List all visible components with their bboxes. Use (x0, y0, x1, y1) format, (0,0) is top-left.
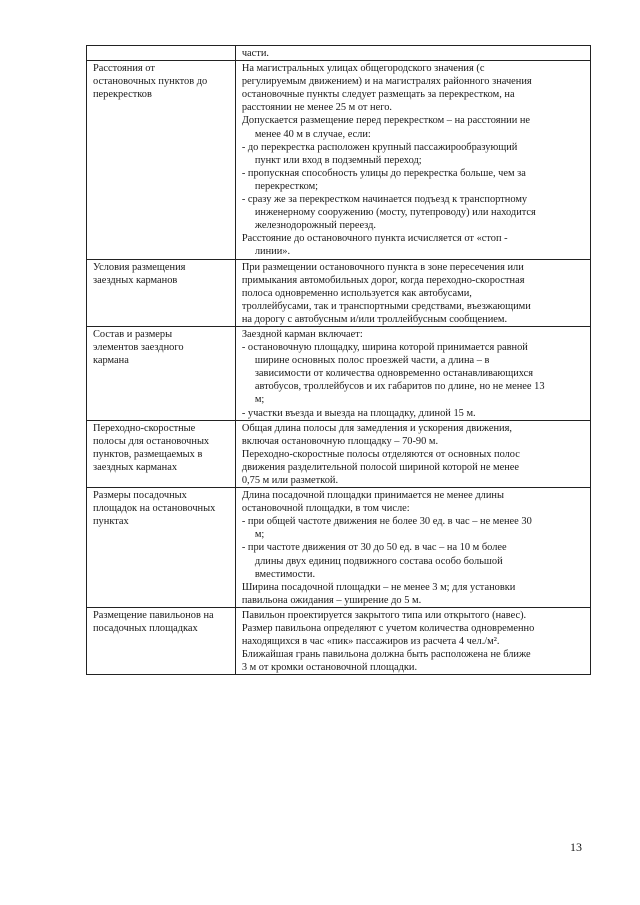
description-line: - пропускная способность улицы до перекрестка больше, чем за (241, 167, 526, 179)
requirements-table (86, 45, 591, 675)
description-line: полоса одновременно используется как автобусами, (241, 287, 472, 299)
description-cell (235, 259, 590, 326)
description-line: части. (241, 48, 269, 59)
description-line: 3 м от кромки остановочной площадки. (241, 662, 418, 674)
parameter-line: полосы для остановочных (93, 435, 210, 447)
description-cell (235, 326, 590, 420)
page-number: 13 (570, 840, 582, 854)
description-line: Допускается размещение перед перекрестком – на расстоянии не (241, 115, 531, 127)
parameter-line: перекрестков (93, 89, 152, 101)
description-line: остановочные пункты следует размещать за перекрестком, на (241, 89, 515, 101)
description-line: расстоянии не менее 25 м от него. (241, 102, 392, 114)
table-row (87, 326, 591, 420)
parameter-cell (87, 46, 236, 61)
parameter-cell (87, 488, 236, 608)
description-line: находящихся в час «пик» пассажиров из расчета 4 чел./м². (241, 636, 500, 648)
description-line: длины двух единиц подвижного состава особо большой (254, 555, 503, 567)
parameter-cell (87, 607, 236, 674)
description-line: троллейбусами, так и транспортными средствами, въезжающими (241, 300, 531, 312)
description-line: - до перекрестка расположен крупный пассажирообразующий (241, 141, 518, 153)
description-cell (235, 607, 590, 674)
description-line: Павильон проектируется закрытого типа или открытого (навес). (241, 609, 527, 621)
description-cell (235, 61, 590, 259)
parameter-line: заездных карманах (93, 461, 178, 473)
description-line: Переходно-скоростные полосы отделяются от основных полос (241, 448, 520, 460)
parameter-line: заездных карманов (93, 274, 178, 286)
description-line: менее 40 м в случае, если: (254, 128, 371, 140)
description-line: на дорогу с автобусным и/или троллейбусным сообщением. (241, 313, 508, 325)
description-line: включая остановочную площадку – 70-90 м. (241, 435, 439, 447)
description-cell (235, 488, 590, 608)
parameter-line: элементов заездного (93, 342, 184, 354)
description-cell (235, 46, 590, 61)
table-row (87, 259, 591, 326)
description-line: зависимости от количества одновременно останавливающихся (254, 368, 534, 380)
description-line: павильона ожидания – уширение до 5 м. (241, 594, 422, 606)
parameter-line: Условия размещения (93, 261, 186, 273)
table-row (87, 61, 591, 259)
parameter-cell (87, 259, 236, 326)
description-line: ширине основных полос проезжей части, а длина – в (254, 355, 490, 367)
description-line: Ширина посадочной площадки – не менее 3 м; для установки (241, 581, 516, 593)
description-line: линии». (254, 246, 291, 258)
description-line: Ближайшая грань павильона должна быть расположена не ближе (241, 649, 531, 661)
parameter-line: Переходно-скоростные (93, 422, 196, 434)
description-line: инженерному сооружению (мосту, путепроводу) или находится (254, 207, 536, 219)
description-line: м; (254, 394, 265, 406)
description-line: - при частоте движения от 30 до 50 ед. в час – на 10 м более (241, 542, 507, 554)
description-line: На магистральных улицах общегородского значения (с (241, 63, 485, 75)
description-line: При размещении остановочного пункта в зоне пересечения или (241, 261, 524, 273)
description-line: - при общей частоте движения не более 30 ед. в час – не менее 30 (241, 516, 532, 528)
description-line: примыкания автомобильных дорог, когда переходно-скоростная (241, 274, 525, 286)
description-cell (235, 420, 590, 487)
parameter-line: посадочных площадках (93, 623, 198, 635)
table-row (87, 420, 591, 487)
parameter-line: кармана (93, 355, 129, 367)
parameter-line: Размеры посадочных (93, 490, 187, 502)
parameter-line: остановочных пунктов до (93, 76, 208, 88)
parameter-line: пунктах (93, 516, 129, 528)
description-line: автобусов, троллейбусов и их габаритов по длине, но не менее 13 (254, 381, 545, 393)
table-row (87, 488, 591, 608)
parameter-line: Размещение павильонов на (93, 609, 214, 621)
description-line: регулируемым движением) и на магистралях районного значения (241, 76, 532, 88)
description-line: Общая длина полосы для замедления и ускорения движения, (241, 422, 512, 434)
table-row (87, 46, 591, 61)
parameter-cell (87, 61, 236, 259)
description-line: перекрестком; (254, 180, 319, 192)
description-line: Заездной карман включает: (241, 328, 363, 340)
parameter-line: площадок на остановочных (93, 503, 216, 515)
parameter-cell (87, 420, 236, 487)
table-row (87, 607, 591, 674)
description-line: - участки въезда и выезда на площадку, длиной 15 м. (241, 407, 476, 419)
description-line: Расстояние до остановочного пункта исчисляется от «стоп - (241, 233, 508, 245)
description-line: движения разделительной полосой шириной которой не менее (241, 461, 520, 473)
description-line: Длина посадочной площадки принимается не менее длины (241, 490, 504, 502)
description-line: - остановочную площадку, ширина которой принимается равной (241, 342, 528, 354)
description-line: вместимости. (254, 568, 316, 580)
table-body (87, 46, 591, 675)
parameter-cell (87, 326, 236, 420)
parameter-line: Состав и размеры (93, 328, 173, 340)
description-line: м; (254, 529, 265, 541)
description-line: 0,75 м или разметкой. (241, 475, 339, 486)
parameter-line: пунктов, размещаемых в (93, 448, 203, 460)
parameter-line: Расстояния от (93, 63, 155, 75)
description-line: Размер павильона определяют с учетом количества одновременно (241, 623, 535, 635)
description-line: пункт или вход в подземный переход; (254, 154, 422, 166)
description-line: железнодорожный переезд. (254, 220, 376, 232)
description-line: - сразу же за перекрестком начинается подъезд к транспортному (241, 194, 528, 206)
description-line: остановочной площадки, в том числе: (241, 503, 410, 515)
